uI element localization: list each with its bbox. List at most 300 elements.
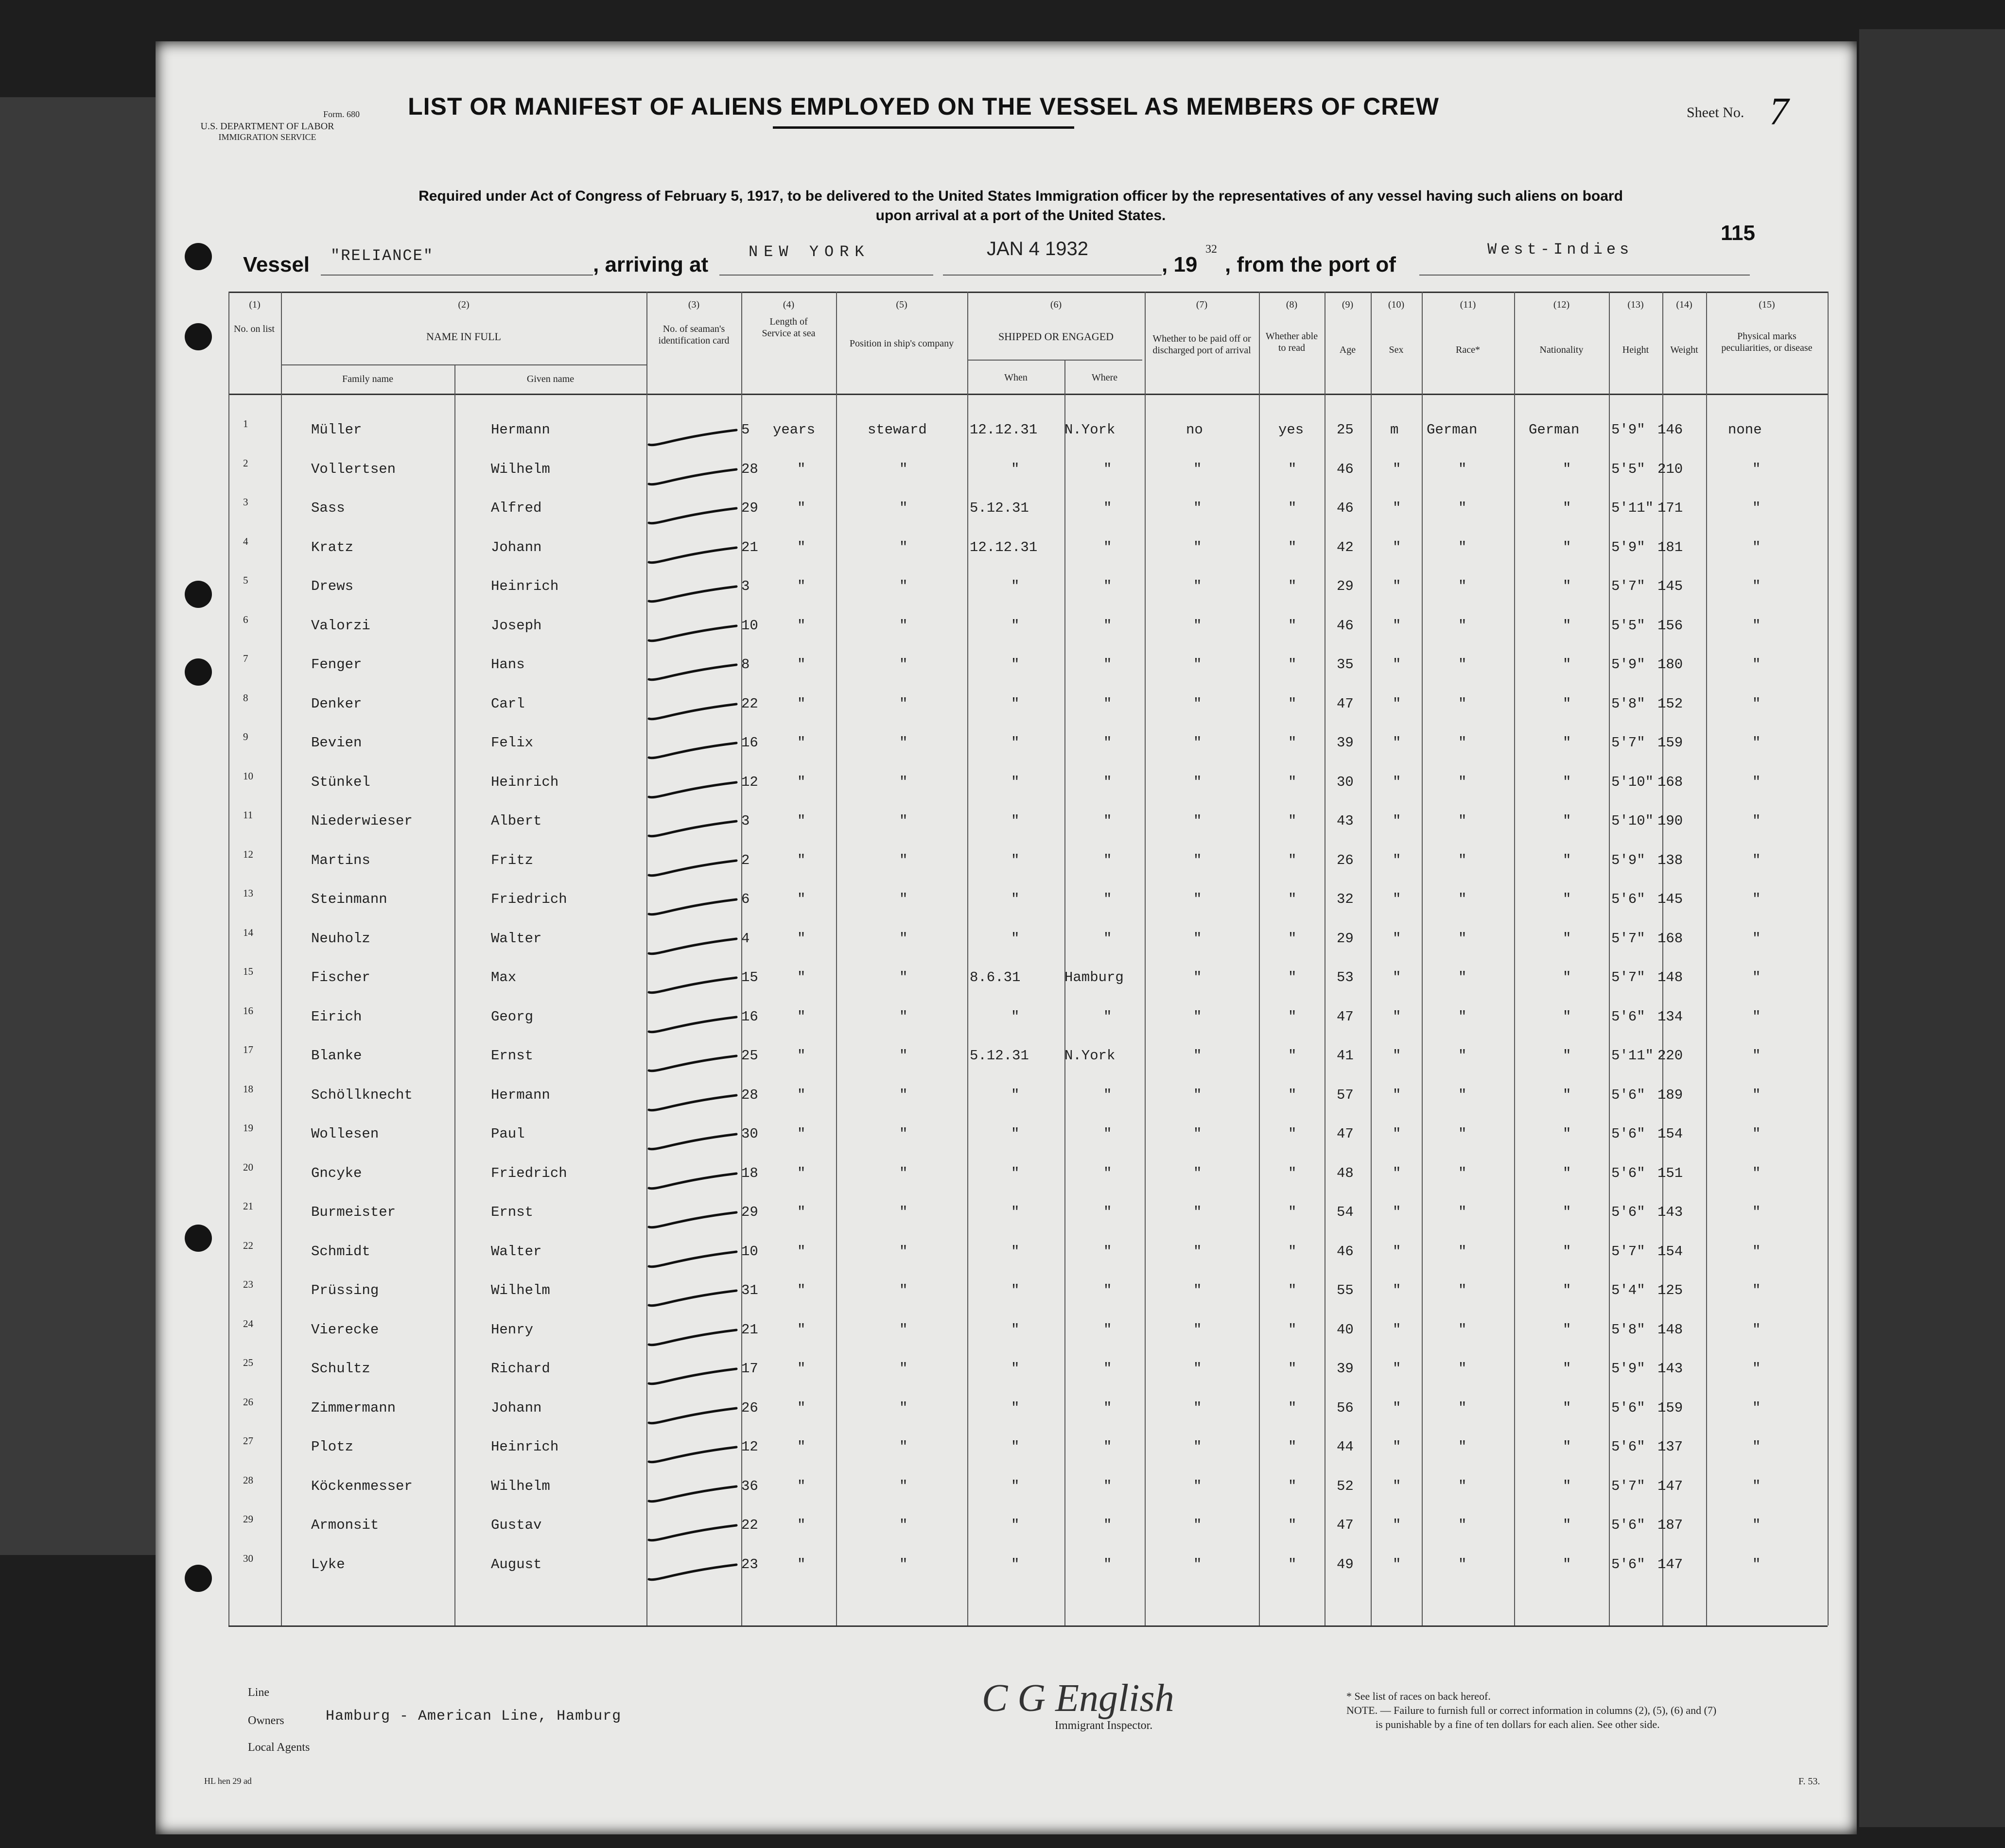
vessel-underline [321,275,593,276]
id-card-checkmark [646,506,739,525]
row-number: 22 [243,1239,253,1251]
paid-off-ditto: " [1193,1165,1202,1181]
race-ditto: " [1458,1478,1467,1494]
age: 25 [1337,422,1354,438]
service-length: 16 [741,1008,758,1025]
physical-marks-ditto: " [1752,1087,1761,1103]
height: 5'9" [1611,539,1645,555]
sex-ditto: " [1393,1087,1401,1103]
age: 30 [1337,774,1354,790]
given-name: Hermann [491,1087,550,1103]
family-name: Stünkel [311,774,370,790]
table-row [0,1235,2005,1274]
position-ditto: " [899,461,908,477]
age: 47 [1337,1517,1354,1533]
row-number: 8 [243,691,248,704]
header-where: Where [1091,372,1118,383]
weight: 146 [1657,422,1683,438]
table-row [0,648,2005,687]
given-name: Fritz [491,852,534,868]
id-card-checkmark [646,897,739,916]
race-ditto: " [1458,969,1467,985]
title-underline [773,126,1074,129]
table-row [0,1430,2005,1469]
given-name: Hans [491,656,525,673]
family-name: Drews [311,578,354,594]
race-ditto: " [1458,656,1467,673]
age: 41 [1337,1048,1354,1064]
position-ditto: " [899,930,908,947]
paid-off-ditto: " [1193,813,1202,829]
sex-ditto: " [1393,1361,1401,1377]
shipped-when-ditto: " [1011,813,1020,829]
height: 5'6" [1611,1204,1645,1220]
header-sex: Sex [1389,345,1404,355]
physical-marks-ditto: " [1752,1439,1761,1455]
service-length: 10 [741,1243,758,1260]
service-unit-ditto: " [797,1243,806,1260]
weight: 147 [1657,1478,1683,1494]
weight: 187 [1657,1517,1683,1533]
sex-ditto: " [1393,500,1401,516]
service-length: 4 [741,930,750,947]
sex-ditto: " [1393,1243,1401,1260]
position: steward [868,422,927,438]
row-number: 24 [243,1317,253,1330]
row-number: 15 [243,966,253,977]
able-to-read-ditto: " [1288,813,1297,829]
given-name: Ernst [491,1048,534,1064]
weight: 145 [1657,891,1683,907]
table-row [0,1078,2005,1117]
sex-ditto: " [1393,1439,1401,1455]
given-name: Richard [491,1361,550,1377]
able-to-read-ditto: " [1288,1008,1297,1025]
date-underline [943,275,1162,276]
race-ditto: " [1458,735,1467,751]
nationality-ditto: " [1563,813,1571,829]
age: 57 [1337,1087,1354,1103]
shipped-where-ditto: " [1103,1399,1112,1416]
nationality: German [1529,422,1580,438]
given-name: Alfred [491,500,542,516]
age: 52 [1337,1478,1354,1494]
owners-label: Owners [248,1714,284,1727]
height: 5'7" [1611,578,1645,594]
nationality-ditto: " [1563,1282,1571,1298]
shipped-when-ditto: " [1011,852,1020,868]
paid-off-ditto: " [1193,656,1202,673]
shipped-where-ditto: " [1103,774,1112,790]
service-length: 12 [741,1439,758,1455]
age: 35 [1337,656,1354,673]
family-name: Gncyke [311,1165,362,1181]
able-to-read-ditto: " [1288,1126,1297,1142]
height: 5'8" [1611,1321,1645,1338]
table-row [0,961,2005,1000]
service-length: 25 [741,1048,758,1064]
physical-marks-ditto: " [1752,578,1761,594]
given-name: Georg [491,1008,534,1025]
age: 49 [1337,1556,1354,1572]
id-card-checkmark [646,1523,739,1542]
shipped-when-ditto: " [1011,1556,1020,1572]
header-age: Age [1339,345,1356,355]
able-to-read-ditto: " [1288,617,1297,634]
table-header-rule [228,394,1828,395]
id-card-checkmark [646,1054,739,1073]
age: 39 [1337,1361,1354,1377]
row-number: 7 [243,653,248,664]
service-length: 22 [741,695,758,712]
height: 5'5" [1611,617,1645,634]
shipped-where-ditto: " [1103,1087,1112,1103]
weight: 125 [1657,1282,1683,1298]
row-number: 26 [243,1396,253,1408]
table-row [0,531,2005,570]
id-card-checkmark [646,858,739,878]
row-number: 28 [243,1474,253,1486]
position-ditto: " [899,1126,908,1142]
nationality-ditto: " [1563,1478,1571,1494]
given-name: Joseph [491,617,542,634]
paid-off-ditto: " [1193,774,1202,790]
row-number: 23 [243,1278,253,1290]
nationality-ditto: " [1563,539,1571,555]
penalty-note: NOTE. — Failure to furnish full or correct information in columns (2), (5), (6) and (7) [1346,1704,1717,1716]
race-ditto: " [1458,1243,1467,1260]
id-card-checkmark [646,1406,739,1425]
weight: 189 [1657,1087,1683,1103]
id-card-checkmark [646,1484,739,1503]
paid-off-ditto: " [1193,1556,1202,1572]
shipped-when-ditto: " [1011,1399,1020,1416]
race-ditto: " [1458,578,1467,594]
row-number: 13 [243,887,253,899]
position-ditto: " [899,695,908,712]
weight: 171 [1657,500,1683,516]
given-name: Ernst [491,1204,534,1220]
row-number: 12 [243,848,253,860]
given-name: Wilhelm [491,1478,550,1494]
age: 43 [1337,813,1354,829]
paid-off-ditto: " [1193,539,1202,555]
height: 5'6" [1611,1399,1645,1416]
height: 5'4" [1611,1282,1645,1298]
age: 47 [1337,1126,1354,1142]
family-name: Niederwieser [311,813,413,829]
age: 26 [1337,852,1354,868]
shipped-where-ditto: " [1103,695,1112,712]
shipped-where-ditto: " [1103,1008,1112,1025]
shipped-where-ditto: " [1103,735,1112,751]
physical-marks-ditto: " [1752,735,1761,751]
nationality-ditto: " [1563,852,1571,868]
manifest-title: LIST OR MANIFEST OF ALIENS EMPLOYED ON THE VESSEL AS MEMBERS OF CREW [408,93,1439,120]
race-ditto: " [1458,891,1467,907]
header-shipped-engaged: SHIPPED OR ENGAGED [998,330,1114,343]
age: 48 [1337,1165,1354,1181]
physical-marks-ditto: " [1752,617,1761,634]
shipped-where-ditto: " [1103,1204,1112,1220]
from-port: West-Indies [1487,241,1633,259]
service-unit-ditto: " [797,695,806,712]
service-unit-ditto: " [797,930,806,947]
shipped-subheader-rule [967,360,1142,361]
table-row [0,726,2005,765]
nationality-ditto: " [1563,695,1571,712]
punch-hole [185,323,212,350]
weight: 134 [1657,1008,1683,1025]
paid-off-ditto: " [1193,852,1202,868]
line-label: Line [248,1686,269,1699]
weight: 159 [1657,1399,1683,1416]
service-unit-ditto: " [797,500,806,516]
header-physical-marks: Physical marks peculiarities, or disease [1721,331,1813,353]
col-num-8: (8) [1286,299,1298,310]
id-card-checkmark [646,1015,739,1034]
local-agents-label: Local Agents [248,1741,310,1754]
row-number: 16 [243,1004,253,1017]
able-to-read-ditto: " [1288,1361,1297,1377]
given-name: August [491,1556,542,1572]
from-port-underline [1419,275,1750,276]
race-ditto: " [1458,1321,1467,1338]
row-number: 19 [243,1122,253,1134]
row-number: 9 [243,731,248,743]
service-length: 36 [741,1478,758,1494]
weight: 154 [1657,1126,1683,1142]
shipped-where-ditto: " [1103,1517,1112,1533]
id-card-checkmark [646,1366,739,1386]
able-to-read-ditto: " [1288,1282,1297,1298]
service-unit-ditto: " [797,1126,806,1142]
able-to-read-ditto: " [1288,1556,1297,1572]
nationality-ditto: " [1563,1165,1571,1181]
table-row [0,491,2005,530]
sex-ditto: " [1393,1321,1401,1338]
given-name: Max [491,969,517,985]
subtitle-line-2: upon arrival at a port of the United States. [875,207,1166,224]
shipped-where-ditto: " [1103,461,1112,477]
table-row [0,1157,2005,1195]
header-race: Race* [1456,345,1480,355]
vessel-label: Vessel [243,253,310,276]
id-card-checkmark [646,428,739,447]
weight: 137 [1657,1439,1683,1455]
race-ditto: " [1458,1008,1467,1025]
paid-off-ditto: " [1193,1361,1202,1377]
row-number: 30 [243,1552,253,1564]
age: 46 [1337,1243,1354,1260]
weight: 168 [1657,774,1683,790]
shipped-when-ditto: " [1011,1321,1020,1338]
able-to-read-ditto: " [1288,656,1297,673]
height: 5'7" [1611,1243,1645,1260]
able-to-read-ditto: " [1288,1243,1297,1260]
service-unit-ditto: " [797,1204,806,1220]
header-given-name: Given name [526,374,575,384]
height: 5'8" [1611,695,1645,712]
service-length: 23 [741,1556,758,1572]
service-unit-ditto: " [797,656,806,673]
col-num-1: (1) [249,299,261,310]
race-ditto: " [1458,1204,1467,1220]
header-name-in-full: NAME IN FULL [426,330,501,343]
height: 5'6" [1611,1087,1645,1103]
position-ditto: " [899,1478,908,1494]
service-length: 2 [741,852,750,868]
sex-ditto: " [1393,695,1401,712]
race-ditto: " [1458,695,1467,712]
able-to-read-ditto: " [1288,891,1297,907]
service-unit-ditto: " [797,1556,806,1572]
shipped-where-ditto: " [1103,539,1112,555]
id-card-checkmark [646,1171,739,1191]
id-card-checkmark [646,780,739,799]
nationality-ditto: " [1563,500,1571,516]
row-number: 4 [243,535,248,547]
nationality-ditto: " [1563,930,1571,947]
service-length: 30 [741,1126,758,1142]
physical-marks-ditto: " [1752,1165,1761,1181]
service-unit-ditto: " [797,1439,806,1455]
col-num-6: (6) [1050,299,1062,310]
shipped-when-ditto: " [1011,891,1020,907]
sex-ditto: " [1393,735,1401,751]
shipped-when-ditto: " [1011,774,1020,790]
family-name: Zimmermann [311,1399,396,1416]
shipped-when: 5.12.31 [970,500,1029,516]
nationality-ditto: " [1563,735,1571,751]
header-height: Height [1622,345,1649,355]
family-name: Armonsit [311,1517,379,1533]
port-underline [719,275,933,276]
position-ditto: " [899,1048,908,1064]
height: 5'6" [1611,1165,1645,1181]
family-name: Eirich [311,1008,362,1025]
service-length: 31 [741,1282,758,1298]
age: 47 [1337,695,1354,712]
able-to-read-ditto: " [1288,774,1297,790]
id-card-checkmark [646,1288,739,1308]
list-number: 115 [1721,221,1755,245]
height: 5'9" [1611,1361,1645,1377]
row-number: 2 [243,457,248,469]
table-top-rule [228,292,1828,293]
paid-off-ditto: " [1193,461,1202,477]
table-row [0,452,2005,491]
nationality-ditto: " [1563,1399,1571,1416]
position-ditto: " [899,1087,908,1103]
given-name: Albert [491,813,542,829]
nationality-ditto: " [1563,1517,1571,1533]
position-ditto: " [899,578,908,594]
service-unit-ditto: " [797,969,806,985]
nationality-ditto: " [1563,656,1571,673]
row-number: 18 [243,1083,253,1095]
height: 5'10" [1611,774,1654,790]
paid-off-ditto: " [1193,500,1202,516]
table-row [0,609,2005,648]
table-row [0,413,2005,452]
header-nationality: Nationality [1539,345,1584,355]
able-to-read-ditto: " [1288,1087,1297,1103]
shipped-where-ditto: " [1103,891,1112,907]
race-ditto: " [1458,1399,1467,1416]
weight: 152 [1657,695,1683,712]
table-row [0,882,2005,921]
shipped-when-ditto: " [1011,1517,1020,1533]
family-name: Denker [311,695,362,712]
races-note: * See list of races on back hereof. [1346,1690,1491,1702]
family-name: Schöllknecht [311,1087,413,1103]
shipped-where-ditto: " [1103,852,1112,868]
sex-ditto: " [1393,578,1401,594]
sex-ditto: " [1393,930,1401,947]
family-name: Schmidt [311,1243,370,1260]
paid-off-ditto: " [1193,1243,1202,1260]
given-name: Wilhelm [491,461,550,477]
age: 29 [1337,578,1354,594]
row-number: 17 [243,1044,253,1055]
service-unit-ditto: " [797,1087,806,1103]
service-unit-ditto: " [797,1282,806,1298]
paid-off-ditto: " [1193,578,1202,594]
row-number: 3 [243,496,248,508]
height: 5'11" [1611,500,1654,516]
weight: 220 [1657,1048,1683,1064]
table-row [0,1508,2005,1547]
position-ditto: " [899,1165,908,1181]
family-name: Müller [311,422,362,438]
id-card-checkmark [646,662,739,682]
family-name: Schultz [311,1361,370,1377]
height: 5'11" [1611,1048,1654,1064]
paid-off-ditto: " [1193,1439,1202,1455]
weight: 151 [1657,1165,1683,1181]
paid-off-ditto: " [1193,1008,1202,1025]
height: 5'6" [1611,1439,1645,1455]
position-ditto: " [899,1361,908,1377]
table-row [0,1313,2005,1352]
family-name: Wollesen [311,1126,379,1142]
shipped-where: Hamburg [1064,969,1124,985]
physical-marks-ditto: " [1752,461,1761,477]
table-row [0,1195,2005,1234]
physical-marks-ditto: " [1752,891,1761,907]
weight: 148 [1657,969,1683,985]
race-ditto: " [1458,1517,1467,1533]
race-ditto: " [1458,1087,1467,1103]
id-card-checkmark [646,1132,739,1151]
col-num-9: (9) [1342,299,1354,310]
year-suffix: 32 [1205,243,1217,256]
header-family-name: Family name [342,374,393,384]
service-length: 8 [741,656,750,673]
nationality-ditto: " [1563,1048,1571,1064]
position-ditto: " [899,891,908,907]
paid-off-ditto: " [1193,617,1202,634]
row-number: 29 [243,1513,253,1525]
service-length: 10 [741,617,758,634]
family-name: Martins [311,852,370,868]
service-unit-ditto: " [797,1361,806,1377]
shipped-where-ditto: " [1103,1126,1112,1142]
sex-ditto: " [1393,461,1401,477]
paid-off-ditto: " [1193,1321,1202,1338]
nationality-ditto: " [1563,969,1571,985]
